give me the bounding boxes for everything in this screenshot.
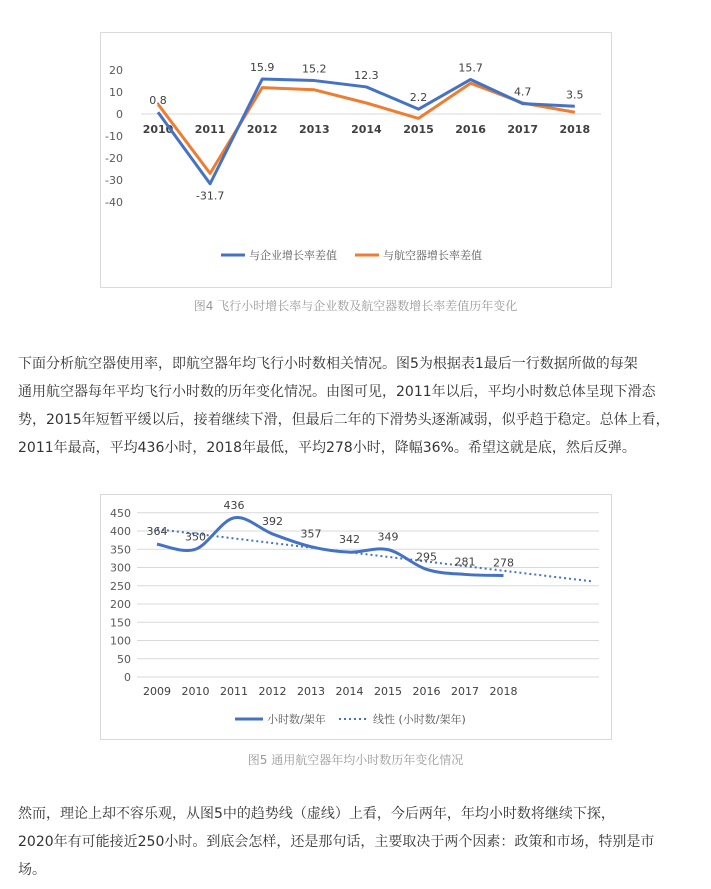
paragraph-line: 场。 [18, 862, 46, 878]
y-tick-label: 400 [110, 525, 131, 538]
data-label: 2.2 [409, 91, 428, 105]
x-tick-label: 2012 [258, 685, 287, 698]
data-label: 392 [262, 514, 283, 528]
data-label: 0.8 [149, 94, 167, 108]
x-tick-label: 2010 [181, 685, 210, 698]
data-label: 350 [185, 530, 206, 544]
x-tick-label: 2015 [403, 123, 434, 136]
y-tick-label: 20 [109, 64, 123, 77]
y-tick-label: 250 [110, 579, 131, 593]
y-tick-label: 100 [110, 634, 131, 648]
x-tick-label: 2018 [559, 123, 591, 136]
paragraph-line: 然而，理论上却不容乐观，从图5中的趋势线（虚线）上看，今后两年，年均小时数将继续下探， [18, 806, 615, 822]
x-tick-label: 2014 [335, 685, 364, 698]
x-tick-label: 2013 [298, 123, 330, 136]
x-tick-label: 2013 [297, 685, 325, 698]
paragraph-line: 2020年有可能接近250小时。到底会怎样，还是那句话，主要取决于两个因素：政策和市场，特别是市 [18, 834, 655, 850]
figure4-svg [101, 33, 611, 287]
legend-label: 与企业增长率差值 [249, 249, 337, 262]
x-tick-label: 2018 [489, 685, 518, 698]
data-label: 15.2 [302, 62, 327, 76]
legend-label: 线性 (小时数/架年) [373, 713, 466, 726]
data-label: -31.7 [195, 189, 225, 203]
y-tick-label: 0 [124, 671, 131, 684]
y-tick-label: -20 [105, 152, 123, 165]
x-tick-label: 2017 [507, 123, 539, 136]
figure5-chart [100, 494, 612, 740]
paragraph-2 [18, 800, 693, 884]
legend-label: 与航空器增长率差值 [383, 249, 482, 262]
x-tick-label: 2016 [455, 123, 486, 136]
figure5-caption: 图5 通用航空器年均小时数历年变化情况 [247, 753, 464, 767]
data-label: 436 [223, 498, 245, 512]
y-tick-label: 300 [110, 561, 131, 575]
x-tick-label: 2016 [412, 685, 441, 698]
data-label: 15.9 [249, 61, 275, 75]
data-label: 12.3 [354, 68, 379, 82]
y-tick-label: 50 [117, 652, 131, 666]
data-label: 364 [146, 525, 168, 539]
paragraph-line: 2011年最高，平均436小时，2018年最低，平均278小时，降幅36%。希望这就是底，然后反弹。 [18, 440, 636, 456]
legend-label: 小时数/架年 [267, 713, 326, 726]
x-tick-label: 2010 [142, 123, 174, 136]
data-label: 3.5 [566, 88, 584, 102]
trendline [157, 529, 592, 581]
y-tick-label: 450 [110, 506, 131, 520]
paragraph-line: 下面分析航空器使用率，即航空器年均飞行小时数相关情况。图5为根据表1最后一行数据所做的每架 [18, 356, 638, 372]
paragraph-1 [18, 350, 693, 462]
x-tick-label: 2011 [220, 685, 248, 698]
data-label: 357 [300, 527, 322, 541]
paragraph-line: 通用航空器每年平均飞行小时数的历年变化情况。由图可见，2011年以后，平均小时数总体呈现下滑态 [18, 384, 656, 400]
y-tick-label: -10 [105, 130, 123, 143]
y-tick-label: 10 [109, 86, 123, 99]
x-tick-label: 2011 [194, 123, 226, 136]
x-tick-label: 2014 [351, 123, 382, 136]
y-tick-label: -40 [105, 196, 123, 209]
figure5-svg [101, 495, 611, 739]
data-label: 349 [377, 530, 399, 544]
y-tick-label: 0 [116, 108, 123, 121]
y-tick-label: 200 [110, 598, 131, 611]
data-label: 281 [454, 555, 476, 569]
x-tick-label: 2012 [246, 123, 278, 136]
data-label: 295 [416, 550, 437, 564]
data-label: 342 [339, 533, 360, 547]
y-tick-label: 350 [110, 543, 131, 557]
figure4-chart [100, 32, 612, 288]
x-tick-label: 2017 [451, 685, 479, 698]
y-tick-label: -30 [105, 174, 123, 187]
data-label: 4.7 [513, 85, 532, 99]
y-tick-label: 150 [110, 616, 131, 630]
series-line [157, 518, 504, 576]
data-label: 15.7 [458, 61, 483, 75]
x-tick-label: 2015 [374, 685, 402, 698]
data-label: 278 [493, 556, 514, 570]
paragraph-line: 势，2015年短暂平缓以后，接着继续下滑，但最后二年的下滑势头逐渐减弱，似乎趋于稳定。总体上看， [18, 412, 670, 428]
figure4-caption: 图4 飞行小时增长率与企业数及航空器数增长率差值历年变化 [193, 299, 518, 313]
x-tick-label: 2009 [143, 685, 171, 698]
